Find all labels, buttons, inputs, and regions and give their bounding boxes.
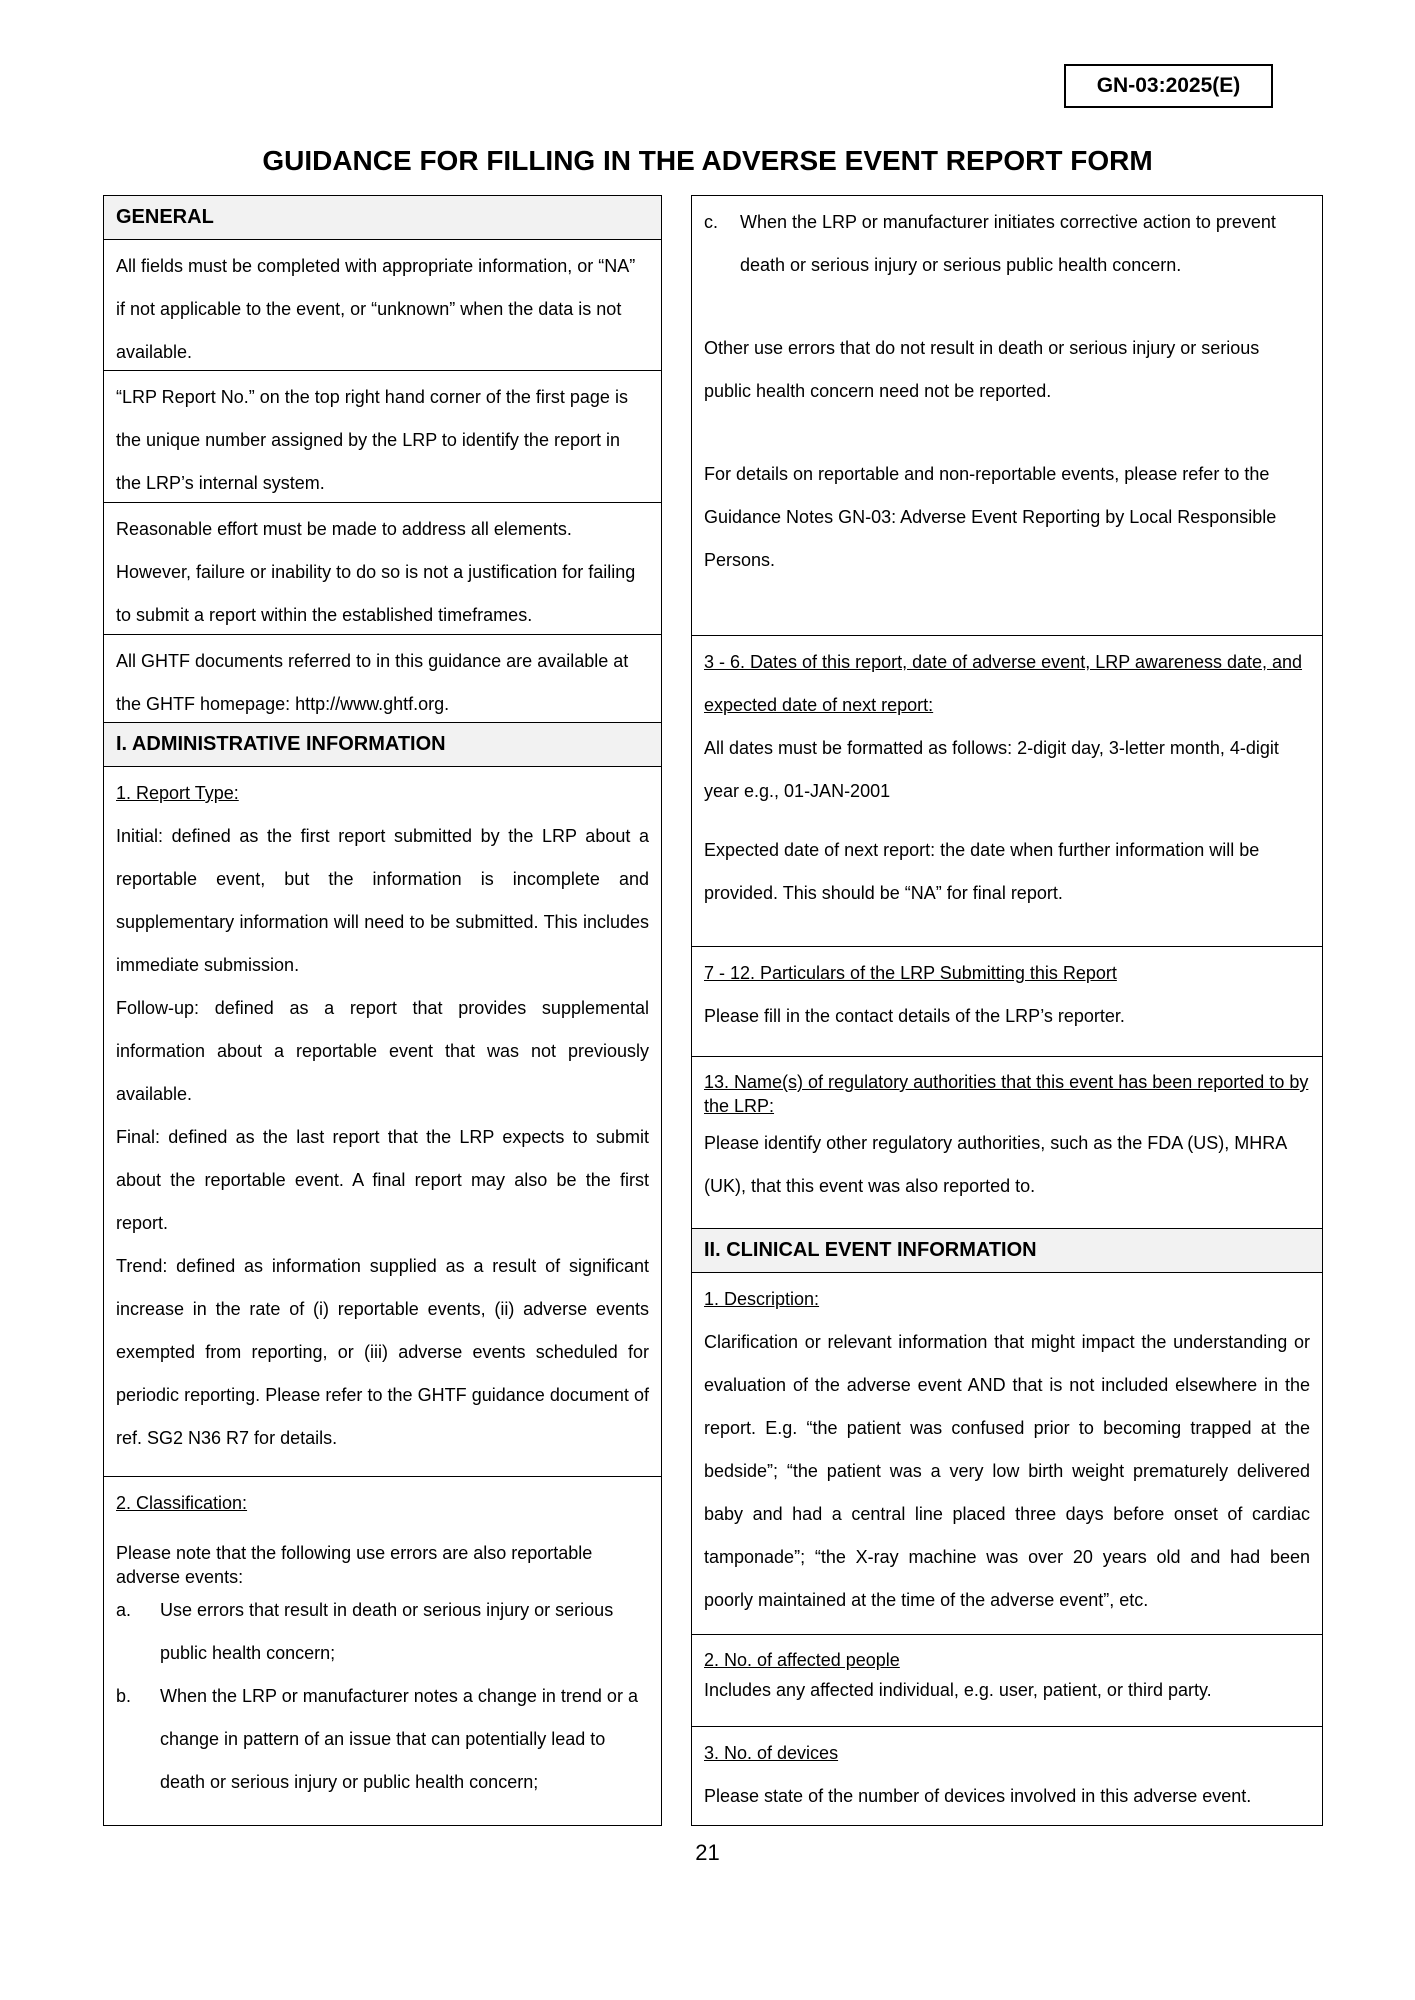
page-number: 21 — [695, 1840, 720, 1865]
lrp-heading: 7 - 12. Particulars of the LRP Submitting this Report — [704, 963, 1117, 983]
list-marker: a. — [116, 1600, 132, 1620]
list-item-text: When the LRP or manufacturer notes a change in trend or a change in pattern of an issue that can potentially lead to death or serious injury or public health concern; — [160, 1686, 638, 1792]
report-type-final: Final: defined as the last report that the LRP expects to submit about the reportable event. A final report may also be the first report. — [116, 1127, 649, 1233]
regulatory-text: Please identify other regulatory authorities, such as the FDA (US), MHRA (UK), that this event was also reported to. — [704, 1133, 1287, 1196]
affected-people-text: Includes any affected individual, e.g. user, patient, or third party. — [704, 1680, 1212, 1700]
devices-heading: 3. No. of devices — [704, 1743, 839, 1763]
description-section — [692, 1273, 1322, 1635]
lrp-text: Please fill in the contact details of the LRP’s reporter. — [704, 1006, 1125, 1026]
general-note-effort: Reasonable effort must be made to address all elements. However, failure or inability to do so is not a justification for failing to submit a report within the established timeframes. — [104, 503, 661, 635]
description-heading: 1. Description: — [704, 1289, 820, 1309]
admin-header: I. ADMINISTRATIVE INFORMATION — [104, 723, 661, 767]
list-marker: b. — [116, 1686, 132, 1706]
classification-item-c — [704, 201, 1310, 287]
clinical-header: II. CLINICAL EVENT INFORMATION — [692, 1229, 1322, 1273]
page-title: GUIDANCE FOR FILLING IN THE ADVERSE EVENT REPORT FORM — [262, 145, 1153, 176]
general-note-ghtf: All GHTF documents referred to in this guidance are available at the GHTF homepage: http://www.ghtf.org. — [104, 635, 661, 723]
report-type-section — [104, 767, 661, 1477]
report-type-initial: Initial: defined as the first report submitted by the LRP about a reportable event, but the information is incomplete and supplementary information will need to be submitted. This includes immediate submission. — [116, 826, 649, 975]
report-type-trend: Trend: defined as information supplied as a result of significant increase in the rate of (i) reportable events, (ii) adverse events exempted from reporting, or (iii) adverse events scheduled for periodic reporting. Please refer to the GHTF guidance document of ref. SG2 N36 R7 for details. — [116, 1256, 649, 1448]
general-header: GENERAL — [104, 196, 661, 240]
classification-continued — [692, 196, 1322, 636]
other-use-errors: Other use errors that do not result in death or serious injury or serious public health concern need not be reported. — [704, 338, 1260, 401]
dates-format: All dates must be formatted as follows: 2-digit day, 3-letter month, 4-digit year e.g., 01-JAN-2001 — [704, 738, 1279, 801]
dates-next-report: Expected date of next report: the date when further information will be provided. This should be “NA” for final report. — [704, 840, 1260, 903]
details-reference: For details on reportable and non-reportable events, please refer to the Guidance Notes GN-03: Adverse Event Reporting by Local Responsible Persons. — [704, 464, 1277, 570]
affected-people-section — [692, 1635, 1322, 1727]
list-item-text: When the LRP or manufacturer initiates corrective action to prevent death or serious injury or serious public health concern. — [740, 212, 1276, 275]
description-text: Clarification or relevant information that might impact the understanding or evaluation of the adverse event AND that is not included elsewhere in the report. E.g. “the patient was confused prior to becoming trapped at the bedside”; “the patient was a very low birth weight prematurely delivered baby and had a central line placed three days before onset of cardiac tamponade”; “the X-ray machine was over 20 years old and had been poorly maintained at the time of the adverse event”, etc. — [704, 1332, 1310, 1610]
dates-section — [692, 636, 1322, 947]
classification-note: Please note that the following use errors are also reportable adverse events: — [116, 1543, 593, 1587]
classification-section — [104, 1477, 661, 1825]
right-column — [691, 195, 1323, 1826]
classification-heading: 2. Classification: — [116, 1493, 248, 1513]
lrp-section — [692, 947, 1322, 1057]
classification-item-a — [116, 1589, 649, 1675]
dates-heading: 3 - 6. Dates of this report, date of adverse event, LRP awareness date, and expected date of next report: — [704, 652, 1303, 715]
affected-people-heading: 2. No. of affected people — [704, 1650, 900, 1670]
list-item-text: Use errors that result in death or serious injury or serious public health concern; — [160, 1600, 614, 1663]
list-marker: c. — [704, 212, 719, 232]
general-note-fields: All fields must be completed with appropriate information, or “NA” if not applicable to the event, or “unknown” when the data is not available. — [104, 240, 661, 371]
regulatory-section — [692, 1057, 1322, 1229]
general-note-report-no: “LRP Report No.” on the top right hand corner of the first page is the unique number assigned by the LRP to identify the report in the LRP’s internal system. — [104, 371, 661, 503]
document-code: GN-03:2025(E) — [1064, 64, 1273, 108]
left-column — [103, 195, 662, 1826]
report-type-followup: Follow-up: defined as a report that provides supplemental information about a reportable event that was not previously available. — [116, 998, 649, 1104]
classification-item-b — [116, 1675, 649, 1804]
devices-text: Please state of the number of devices involved in this adverse event. — [704, 1786, 1252, 1806]
regulatory-heading: 13. Name(s) of regulatory authorities that this event has been reported to by the LRP: — [704, 1072, 1309, 1116]
devices-section — [692, 1727, 1322, 1825]
report-type-heading: 1. Report Type: — [116, 783, 239, 803]
